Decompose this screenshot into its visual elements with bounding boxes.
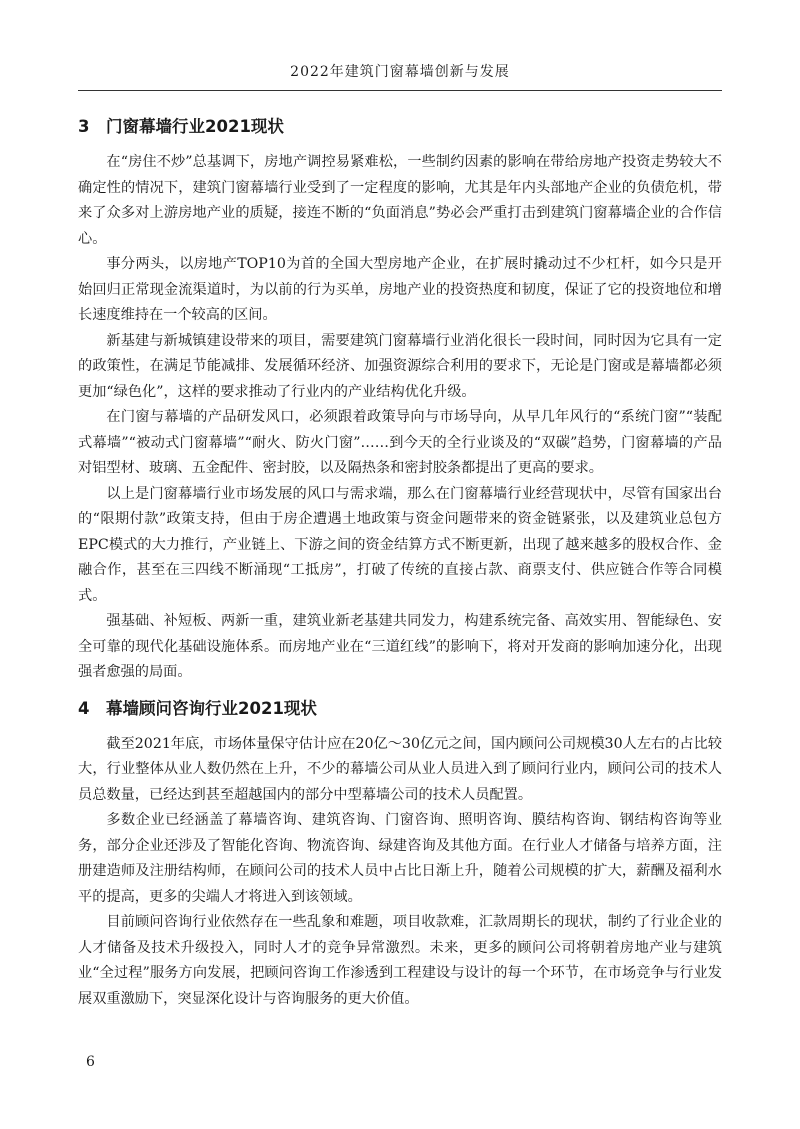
section-title: 幕墙顾问咨询行业2021现状 (106, 698, 317, 718)
page-number: 6 (86, 1054, 95, 1070)
section-number: 3 (78, 117, 90, 136)
paragraph: 目前顾问咨询行业依然存在一些乱象和难题，项目收款难，汇款周期长的现状，制约了行业企业的人才储备及技术升级投入，同时人才的竞争异常激烈。未来，更多的顾问公司将朝着房地产业与建筑业“全过程”服务方向发展，把顾问咨询工作渗透到工程建设与设计的每一个环节，在市场竞争与行业发展双重激励下，突显深化设计与咨询服务的更大价值。 (78, 914, 722, 1007)
paragraph: 新基建与新城镇建设带来的项目，需要建筑门窗幕墙行业消化很长一段时间，同时因为它具有一定的政策性，在满足节能减排、发展循环经济、加强资源综合利用的要求下，无论是门窗或是幕墙都必须更加“绿色化”，这样的要求推动了行业内的产业结构优化升级。 (78, 332, 722, 400)
section-title: 门窗幕墙行业2021现状 (106, 117, 284, 136)
section-4 (78, 696, 722, 1013)
header-rule (78, 90, 722, 91)
page-content (78, 114, 722, 1012)
running-header: 2022年建筑门窗幕墙创新与发展 (290, 64, 510, 80)
paragraph: 截至2021年底，市场体量保守估计应在20亿～30亿元之间，国内顾问公司规模30人左右的占比较大，行业整体从业人数仍然在上升，不少的幕墙公司从业人员进入到了顾问行业内，顾问公司的技术人员总数量，已经达到甚至超越国内的部分中型幕墙公司的技术人员配置。 (78, 735, 722, 803)
section-heading (78, 114, 722, 140)
section-heading (78, 696, 722, 722)
paragraph: 在门窗与幕墙的产品研发风口，必须跟着政策导向与市场导向，从早几年风行的“系统门窗”“装配式幕墙”“被动式门窗幕墙”“耐火、防火门窗”……到今天的全行业谈及的“双碳”趋势，门窗幕墙的产品对铝型材、玻璃、五金配件、密封胶，以及隔热条和密封胶条都提出了更高的要求。 (78, 409, 722, 476)
paragraph: 以上是门窗幕墙行业市场发展的风口与需求端，那么在门窗幕墙行业经营现状中，尽管有国家出台的“限期付款”政策支持，但由于房企遭遇土地政策与资金问题带来的资金链紧张，以及建筑业总包方EPC模式的大力推行，产业链上、下游之间的资金结算方式不断更新，出现了越来越多的股权合作、金融合作，甚至在三四线不断涌现“工抵房”，打破了传统的直接占款、商票支付、供应链合作等合同模式。 (78, 485, 722, 604)
section-3 (78, 114, 722, 686)
paragraph: 强基础、补短板、两新一重，建筑业新老基建共同发力，构建系统完备、高效实用、智能绿色、安全可靠的现代化基础设施体系。而房地产业在“三道红线”的影响下，将对开发商的影响加速分化，出现强者愈强的局面。 (78, 613, 722, 680)
paragraph: 事分两头，以房地产TOP10为首的全国大型房地产企业，在扩展时撬动过不少杠杆，如今只是开始回归正常现金流渠道时，为以前的行为买单，房地产业的投资热度和韧度，保证了它的投资地位和增长速度维持在一个较高的区间。 (78, 256, 722, 323)
paragraph: 在“房住不炒”总基调下，房地产调控易紧难松，一些制约因素的影响在带给房地产投资走势较大不确定性的情况下，建筑门窗幕墙行业受到了一定程度的影响，尤其是年内头部地产企业的负债危机，带来了众多对上游房地产业的质疑，接连不断的“负面消息”势必会严重打击到建筑门窗幕墙企业的合作信心。 (78, 154, 722, 247)
paragraph: 多数企业已经涵盖了幕墙咨询、建筑咨询、门窗咨询、照明咨询、膜结构咨询、钢结构咨询等业务，部分企业还涉及了智能化咨询、物流咨询、绿建咨询及其他方面。在行业人才储备与培养方面，注册建造师及注册结构师，在顾问公司的技术人员中占比日渐上升，随着公司规模的扩大，薪酬及福利水平的提高，更多的尖端人才将进入到该领域。 (78, 812, 722, 905)
section-number: 4 (78, 698, 90, 718)
